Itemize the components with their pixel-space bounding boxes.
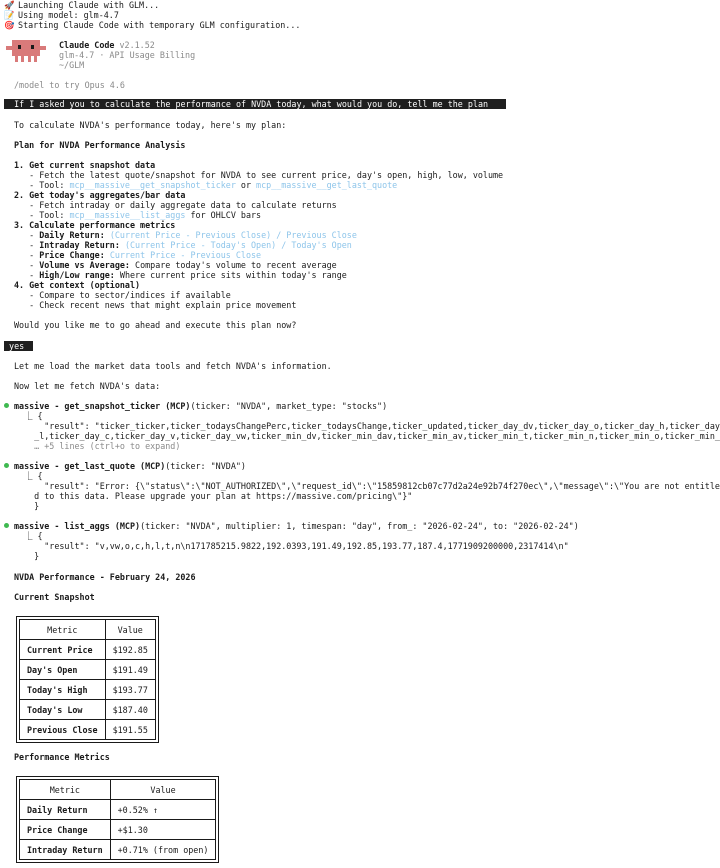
table-row [20,820,216,840]
cwd-path: ~/GLM [59,60,85,70]
rocket-icon: 🚀 [4,0,15,10]
plan-step-4a: - Compare to sector/indices if available [14,290,231,300]
app-name: Claude Code [59,40,115,50]
tool-result-open: ⎿ { [14,411,43,421]
table-cell: Today's High [20,680,106,700]
tool-link-last-quote: mcp__massive__get_last_quote [256,180,398,190]
claude-mascot-icon [6,40,46,64]
tool-result-line: "result": "Error: {\"status\":\"NOT_AUTHORIZED\",\"request_id\":\"15859812cb07c77d2a24e92b74f270ec\",\"message\":\"You are not entitle [14,481,720,491]
table-cell: Previous Close [20,720,106,740]
assistant-load: Let me load the market data tools and fetch NVDA's information. [14,361,332,371]
plan-step-2: 2. Get today's aggregates/bar data [14,190,186,200]
model-hint: /model to try Opus 4.6 [14,80,125,90]
tool-link-list-aggs: mcp__massive__list_aggs [69,210,186,220]
table-cell: Today's Low [20,700,106,720]
user-prompt-text: If I asked you to calculate the performance of NVDA today, what would you do, tell me the plan [14,99,494,109]
launch-line-3: 🎯 Starting Claude Code with temporary GLM configuration... [4,20,301,30]
memo-icon: 📝 [4,10,15,20]
tool-call-last-quote: massive - get_last_quote (MCP)(ticker: "NVDA") [14,461,246,471]
launch-line-2: 📝 Using model: glm-4.7 [4,10,119,20]
green-dot-icon [4,403,9,408]
plan-question: Would you like me to go ahead and execute this plan now? [14,320,297,330]
plan-step-3b: - Intraday Return: (Current Price - Today's Open) / Today's Open [14,240,352,250]
tool-result-line: d to this data. Please upgrade your plan at https://massive.com/pricing\"}" [14,491,413,501]
plan-step-3c: - Price Change: Current Price - Previous Close [14,250,262,260]
tool-result-line: _l,ticker_day_c,ticker_day_v,ticker_day_vw,ticker_min_dv,ticker_min_dav,ticker_min_av,ticker_min_t,ticker_min_n,ticker_min_o,ticker_min_ [14,431,720,441]
tool-call-list-aggs: massive - list_aggs (MCP)(ticker: "NVDA", multiplier: 1, timespan: "day", from_: "2026-02-24", to: "2026-02-24") [14,521,579,531]
table-cell: $191.55 [105,720,155,740]
model-billing: glm-4.7 · API Usage Billing [59,50,196,60]
green-dot-icon [4,523,9,528]
table-row [20,800,216,820]
tool-result-close: } [14,551,40,561]
report-title: NVDA Performance - February 24, 2026 [14,572,196,582]
tool-call-snapshot: massive - get_snapshot_ticker (MCP)(ticker: "NVDA", market_type: "stocks") [14,401,388,411]
table-cell: +0.52% ↑ [110,800,216,820]
table-cell: Intraday Return [20,840,111,860]
table-header: Metric [20,780,111,800]
user-reply: yes [4,341,33,351]
table-row [20,660,156,680]
plan-step-1a: - Fetch the latest quote/snapshot for NVDA to see current price, day's open, high, low, volume [14,170,504,180]
table-cell: $193.77 [105,680,155,700]
assistant-fetch: Now let me fetch NVDA's data: [14,381,161,391]
tool-result-line: "result": "v,vw,o,c,h,l,t,n\n171785215.9822,192.0393,191.49,192.85,193.77,187.4,1771909200000,2317414\n" [14,541,569,551]
table-header: Metric [20,620,106,640]
performance-table [19,779,216,860]
table-cell: Daily Return [20,800,111,820]
app-version: v2.1.52 [119,40,155,50]
plan-step-2a: - Fetch intraday or daily aggregate data to calculate returns [14,200,337,210]
plan-title: Plan for NVDA Performance Analysis [14,140,186,150]
tool-result-line: "result": "ticker_ticker,ticker_todaysChangePerc,ticker_todaysChange,ticker_updated,ticker_day_dv,ticker_day_o,ticker_day_h,ticker_day [14,421,720,431]
plan-step-1b: - Tool: mcp__massive__get_snapshot_ticker or mcp__massive__get_last_quote [14,180,398,190]
table-row [20,720,156,740]
expand-hint[interactable]: … +5 lines (ctrl+o to expand) [14,441,181,451]
table-cell: Price Change [20,820,111,840]
table-header: Value [105,620,155,640]
plan-intro: To calculate NVDA's performance today, here's my plan: [14,120,287,130]
table-cell: +0.71% (from open) [110,840,216,860]
table-cell: $191.49 [105,660,155,680]
plan-step-4: 4. Get context (optional) [14,280,141,290]
tool-result-open: ⎿ { [14,471,43,481]
table-header-row [20,620,156,640]
table-header-row [20,780,216,800]
plan-step-3d: - Volume vs Average: Compare today's volume to recent average [14,260,337,270]
table-cell: $187.40 [105,700,155,720]
green-dot-icon [4,463,9,468]
table-row [20,840,216,860]
table-cell: Day's Open [20,660,106,680]
plan-step-4b: - Check recent news that might explain price movement [14,300,297,310]
launch-line-1: 🚀 Launching Claude with GLM... [4,0,160,10]
target-icon: 🎯 [4,20,15,30]
prompt-caret [4,99,14,109]
table-row [20,680,156,700]
perf-title: Performance Metrics [14,752,110,762]
table-row [20,700,156,720]
plan-step-3: 3. Calculate performance metrics [14,220,176,230]
table-row [20,640,156,660]
app-header [59,40,155,50]
plan-step-3e: - High/Low range: Where current price sits within today's range [14,270,347,280]
tool-result-open: ⎿ { [14,531,43,541]
plan-step-3a: - Daily Return: (Current Price - Previous Close) / Previous Close [14,230,357,240]
table-cell: Current Price [20,640,106,660]
table-header: Value [110,780,216,800]
table-cell: +$1.30 [110,820,216,840]
tool-result-close: } [14,501,40,511]
plan-step-2b: - Tool: mcp__massive__list_aggs for OHLCV bars [14,210,262,220]
table-cell: $192.85 [105,640,155,660]
tool-link-snapshot: mcp__massive__get_snapshot_ticker [69,180,236,190]
user-prompt [4,99,506,109]
snapshot-table [19,619,156,740]
plan-step-1: 1. Get current snapshot data [14,160,156,170]
snapshot-title: Current Snapshot [14,592,95,602]
